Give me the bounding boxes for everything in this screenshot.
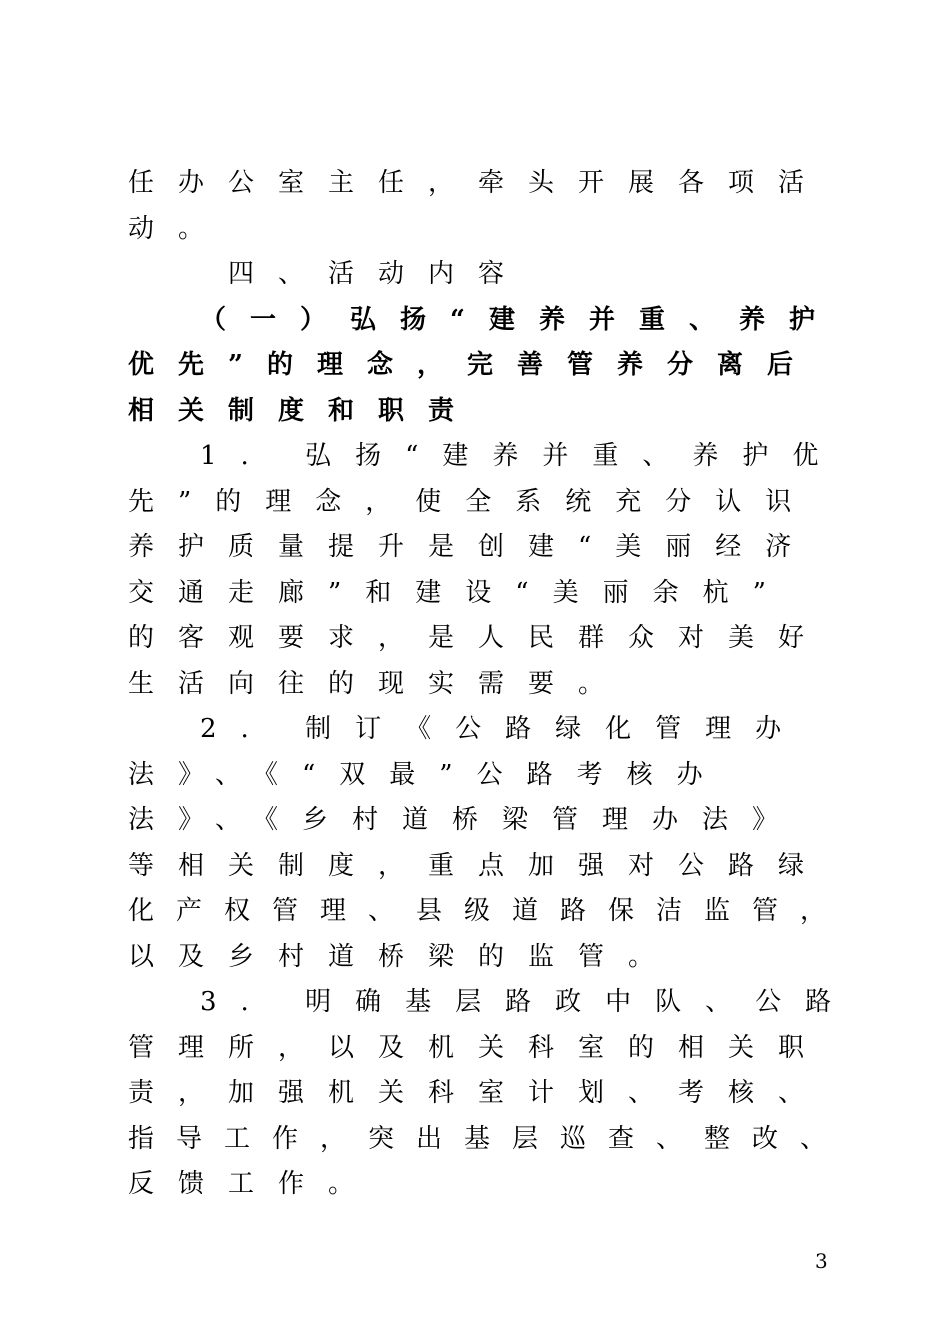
subsection-heading: （一）弘扬“建养并重、养护: [200, 305, 839, 335]
numbered-paragraph: 3. 明确基层路政中队、公路: [200, 987, 856, 1017]
body-text-line: 管理所，以及机关科室的相关职: [128, 1033, 829, 1063]
numbered-paragraph: 1. 弘扬“建养并重、养护优: [200, 441, 843, 471]
subsection-heading-continued: 相关制度和职责: [128, 396, 479, 426]
body-text-line: 责，加强机关科室计划、考核、: [128, 1078, 829, 1108]
numbered-paragraph: 2. 制订《公路绿化管理办: [200, 714, 806, 744]
body-text-line: 以及乡村道桥梁的监管。: [128, 942, 679, 972]
section-heading: 四、活动内容: [228, 259, 529, 289]
body-text-line: 等相关制度，重点加强对公路绿: [128, 851, 829, 881]
body-text-line: 生活向往的现实需要。: [128, 669, 629, 699]
body-text-line: 反馈工作。: [128, 1169, 379, 1199]
body-text-line: 指导工作，突出基层巡查、整改、: [128, 1124, 849, 1154]
body-text-line: 养护质量提升是创建“美丽经济: [128, 532, 816, 562]
body-text-line: 动。: [128, 214, 229, 244]
body-text-line: 法》、《“双最”公路考核办: [128, 760, 727, 790]
body-text-line: 先”的理念，使全系统充分认识: [128, 487, 816, 517]
body-text-line: 化产权管理、县级道路保洁监管，: [128, 896, 849, 926]
body-text-line: 法》、《乡村道桥梁管理办法》: [128, 805, 803, 835]
page-number: 3: [815, 1249, 828, 1273]
body-text-line: 任办公室主任，牵头开展各项活: [128, 168, 829, 198]
body-text-line: 的客观要求，是人民群众对美好: [128, 623, 829, 653]
body-text-line: 交通走廊”和建设“美丽余杭”: [128, 578, 790, 608]
subsection-heading-continued: 优先”的理念，完善管养分离后: [128, 350, 817, 380]
